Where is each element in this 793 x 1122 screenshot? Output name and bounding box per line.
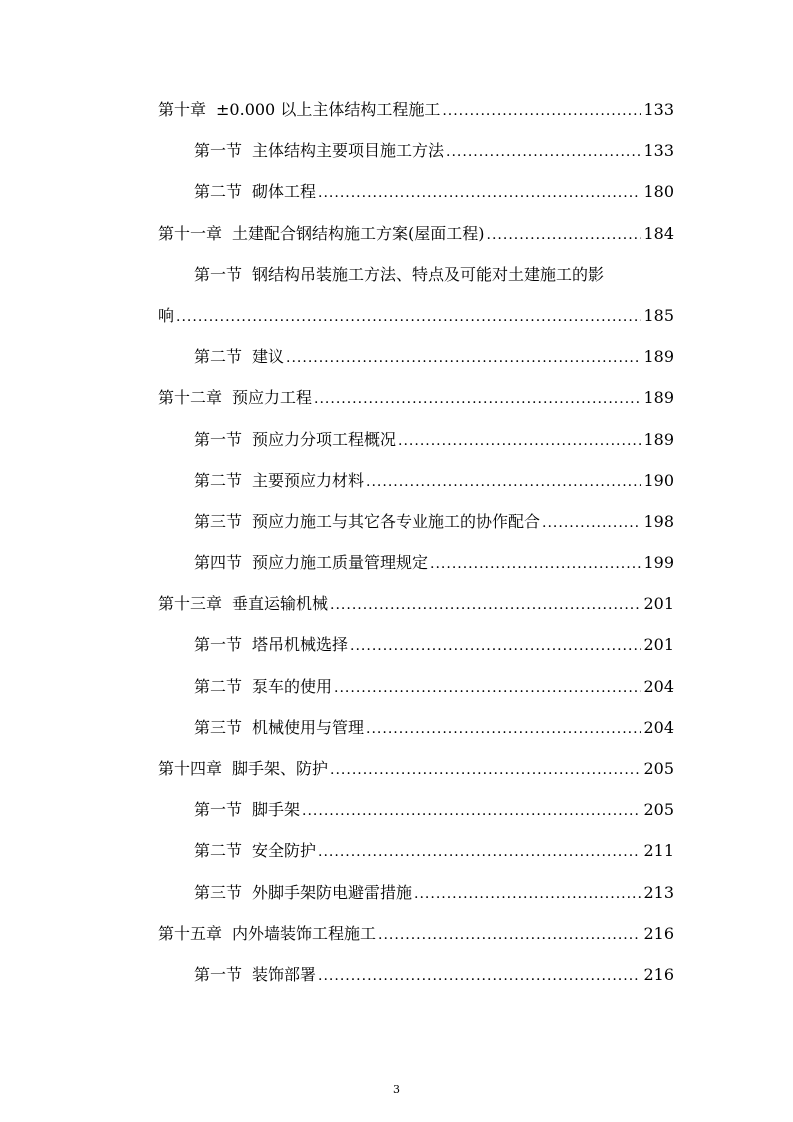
toc-entry-label	[194, 841, 316, 861]
toc-page-number: 189	[643, 347, 674, 367]
toc-page-number: 189	[643, 429, 674, 449]
dot-leader	[366, 471, 641, 492]
toc-section-entry[interactable]	[158, 625, 674, 666]
dot-leader	[286, 347, 641, 368]
dot-leader	[414, 883, 641, 904]
toc-entry-title: 垂直运输机械	[232, 594, 329, 614]
toc-entry-title: 主体结构主要项目施工方法	[252, 141, 445, 161]
toc-page-number: 133	[643, 100, 674, 119]
dot-leader	[330, 594, 641, 615]
toc-entry-number: 第一节	[194, 800, 243, 820]
toc-entry-label	[158, 759, 328, 779]
toc-page-number: 204	[643, 717, 674, 737]
dot-leader	[430, 553, 641, 574]
dot-leader	[176, 306, 641, 327]
dot-leader	[318, 965, 641, 986]
toc-entry-label	[194, 677, 332, 697]
toc-entry-label	[158, 924, 376, 944]
toc-entry-title: 预应力施工与其它各专业施工的协作配合	[252, 511, 541, 531]
toc-entry-title: ±0.000 以上主体结构工程施工	[216, 100, 441, 119]
toc-section-entry[interactable]	[158, 831, 674, 872]
toc-page-number: 213	[643, 882, 674, 902]
toc-chapter-entry[interactable]	[158, 584, 674, 625]
toc-entry-number: 第三节	[194, 511, 243, 531]
toc-entry-label	[158, 594, 328, 614]
toc-page-number: 201	[643, 635, 674, 655]
toc-entry-label	[194, 430, 396, 450]
toc-entry-title: 主要预应力材料	[252, 470, 365, 490]
toc-chapter-entry[interactable]	[158, 378, 674, 419]
toc-entry-title: 外脚手架防电避雷措施	[252, 882, 413, 902]
dot-leader	[398, 430, 641, 451]
dot-leader	[542, 512, 641, 533]
toc-page-number: 185	[643, 305, 674, 325]
toc-entry-title: 砌体工程	[252, 182, 317, 202]
toc-section-entry[interactable]	[158, 461, 674, 502]
toc-entry-title: 泵车的使用	[252, 676, 333, 696]
toc-entry-number: 第十四章	[158, 759, 223, 778]
toc-entry-number: 第一节	[194, 964, 243, 984]
toc-entry-label	[194, 635, 348, 655]
dot-leader	[318, 841, 641, 862]
dot-leader	[378, 924, 641, 945]
toc-section-entry[interactable]	[158, 255, 674, 337]
toc-entry-label	[158, 388, 312, 408]
dot-leader	[318, 182, 641, 203]
toc-chapter-entry[interactable]	[158, 90, 674, 131]
toc-entry-title: 机械使用与管理	[252, 717, 365, 737]
toc-page-number: 216	[643, 923, 674, 943]
toc-page-number: 199	[643, 553, 674, 573]
toc-section-entry[interactable]	[158, 790, 674, 831]
toc-entry-number: 第三节	[194, 882, 243, 902]
toc-section-entry[interactable]	[158, 337, 674, 378]
toc-entry-title: 安全防护	[252, 841, 317, 861]
toc-entry-number: 第二节	[194, 347, 243, 367]
toc-section-entry[interactable]	[158, 420, 674, 461]
dot-leader	[334, 677, 641, 698]
page-number: 3	[393, 1083, 400, 1096]
toc-entry-title: 预应力分项工程概况	[252, 429, 397, 449]
toc-entry-label	[194, 141, 444, 161]
toc-entry-number: 第一节	[194, 429, 243, 449]
toc-chapter-entry[interactable]	[158, 914, 674, 955]
toc-entry-number: 第四节	[194, 553, 243, 573]
toc-entry-label	[194, 965, 316, 985]
toc-entry-number: 第十三章	[158, 594, 223, 614]
toc-section-entry[interactable]	[158, 873, 674, 914]
toc-page-number: 205	[643, 759, 674, 778]
dot-leader	[350, 635, 641, 656]
toc-chapter-entry[interactable]	[158, 214, 674, 255]
toc-entry-label	[194, 182, 316, 202]
toc-page-number: 205	[643, 800, 674, 820]
toc-entry-label	[194, 800, 300, 820]
toc-page-number: 184	[643, 223, 674, 243]
dot-leader	[366, 718, 641, 739]
toc-entry-number: 第十五章	[158, 923, 223, 943]
dot-leader	[442, 100, 641, 121]
dot-leader	[314, 388, 641, 409]
toc-section-entry[interactable]	[158, 131, 674, 172]
toc-entry-number: 第二节	[194, 470, 243, 490]
toc-entry-label	[158, 100, 440, 120]
toc-entry-number: 第三节	[194, 717, 243, 737]
toc-entry-title: 土建配合钢结构施工方案(屋面工程)	[232, 223, 485, 243]
toc-section-entry[interactable]	[158, 172, 674, 213]
toc-page-number: 201	[643, 594, 674, 614]
toc-chapter-entry[interactable]	[158, 749, 674, 790]
toc-entry-number: 第二节	[194, 841, 243, 861]
toc-entry-number: 第一节	[194, 264, 243, 284]
toc-entry-number: 第二节	[194, 676, 243, 696]
toc-entry-label	[158, 224, 485, 244]
toc-entry-title: 内外墙装饰工程施工	[232, 923, 377, 943]
toc-section-entry[interactable]	[158, 502, 674, 543]
toc-entry-title-continued: 响	[158, 305, 175, 325]
toc-entry-label	[194, 512, 540, 532]
toc-section-entry[interactable]	[158, 708, 674, 749]
toc-entry-number: 第一节	[194, 141, 243, 161]
toc-page-number: 198	[643, 511, 674, 531]
toc-section-entry[interactable]	[158, 955, 674, 996]
toc-entry-title: 预应力工程	[232, 388, 313, 408]
toc-page-number: 180	[643, 182, 674, 202]
toc-entry-title: 建议	[252, 347, 285, 367]
dot-leader	[487, 224, 642, 245]
toc-entry-label	[194, 471, 364, 491]
toc-entry-number: 第十一章	[158, 223, 223, 243]
toc-entry-number: 第二节	[194, 182, 243, 202]
toc-entry-title: 塔吊机械选择	[252, 635, 349, 655]
toc-page-number: 189	[643, 388, 674, 408]
toc-entry-title: 钢结构吊装施工方法、特点及可能对土建施工的影	[252, 264, 605, 284]
toc-entry-label	[194, 265, 604, 284]
toc-page-number: 216	[643, 964, 674, 984]
toc-entry-number: 第十二章	[158, 388, 223, 408]
toc-entry-title: 预应力施工质量管理规定	[252, 553, 429, 573]
toc-entry-label	[194, 718, 364, 738]
toc-entry-title: 脚手架	[252, 800, 301, 820]
toc-entry-label	[194, 553, 428, 573]
toc-entry-title: 脚手架、防护	[232, 759, 329, 778]
dot-leader	[446, 141, 641, 162]
toc-entry-label	[194, 883, 412, 903]
toc-section-entry[interactable]	[158, 543, 674, 584]
toc-entry-title: 装饰部署	[252, 964, 317, 984]
toc-page-number: 211	[643, 841, 674, 861]
toc-page-number: 133	[643, 141, 674, 161]
toc-page-number: 204	[643, 676, 674, 696]
toc-entry-number: 第一节	[194, 635, 243, 655]
toc-entry-label	[194, 347, 284, 367]
table-of-contents	[158, 90, 674, 996]
dot-leader	[330, 759, 641, 780]
dot-leader	[302, 800, 641, 821]
toc-section-entry[interactable]	[158, 667, 674, 708]
toc-page-number: 190	[643, 470, 674, 490]
toc-entry-number: 第十章	[158, 100, 207, 119]
